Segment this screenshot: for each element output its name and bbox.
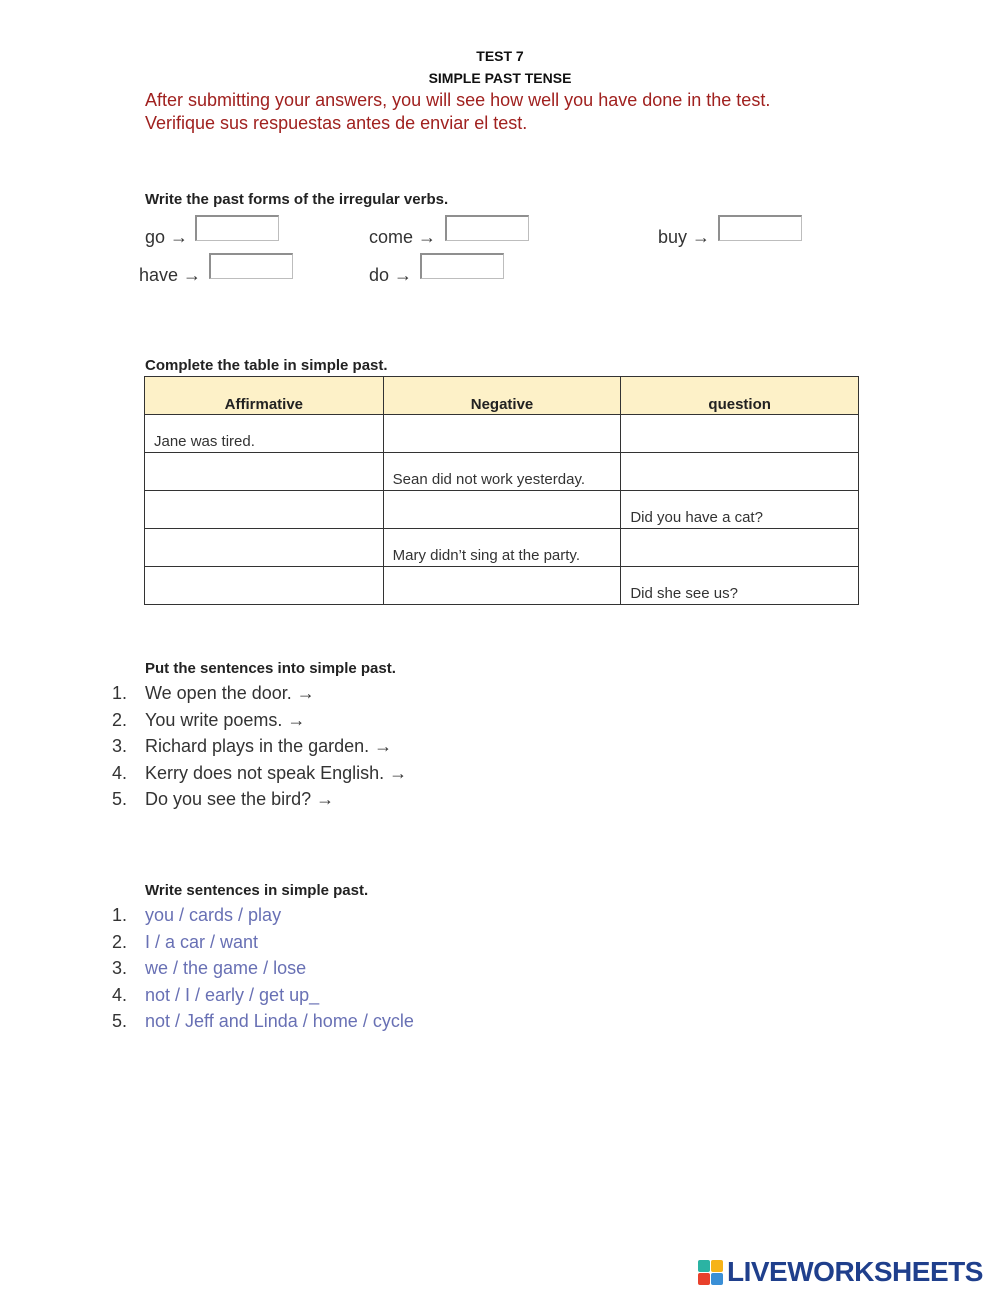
simple-past-table xyxy=(144,376,859,605)
verb-label-buy: buy → xyxy=(658,227,711,247)
notice-english: After submitting your answers, you will see how well you have done in the test. xyxy=(145,90,771,110)
write-sentences-list xyxy=(112,905,414,1038)
table-cell-input[interactable] xyxy=(145,529,384,567)
table-cell-input[interactable] xyxy=(383,567,621,605)
item-prompt: not / I / early / get up_ xyxy=(145,984,320,1005)
list-item xyxy=(112,789,407,816)
table-cell: Mary didn’t sing at the party. xyxy=(383,529,621,567)
answer-input-have[interactable] xyxy=(209,253,293,279)
column-header-negative: Negative xyxy=(383,377,621,415)
table-cell: Did she see us? xyxy=(621,567,859,605)
answer-input-do[interactable] xyxy=(420,253,504,279)
list-item xyxy=(112,710,407,737)
table-row xyxy=(145,567,859,605)
answer-input-come[interactable] xyxy=(445,215,529,241)
item-number: 3. xyxy=(112,958,128,978)
test-number: TEST 7 xyxy=(476,48,524,64)
table-cell-input[interactable] xyxy=(145,567,384,605)
column-header-question: question xyxy=(621,377,859,415)
answer-input-go[interactable] xyxy=(195,215,279,241)
table-row xyxy=(145,415,859,453)
verb-label-have: have → xyxy=(139,265,202,285)
logo-square xyxy=(711,1260,723,1272)
item-number: 4. xyxy=(112,762,128,783)
table-row xyxy=(145,453,859,491)
logo-text: LIVEWORKSHEETS xyxy=(727,1256,983,1287)
table-cell-input[interactable] xyxy=(383,415,621,453)
table-row xyxy=(145,529,859,567)
item-number: 5. xyxy=(112,789,128,809)
logo-square xyxy=(711,1273,723,1285)
list-item xyxy=(112,985,414,1012)
item-number: 3. xyxy=(112,736,128,756)
list-item xyxy=(112,1011,414,1038)
item-number: 4. xyxy=(112,984,128,1005)
table-cell-input[interactable] xyxy=(621,415,859,453)
item-number: 1. xyxy=(112,683,128,703)
logo-square xyxy=(698,1260,710,1272)
table-cell-input[interactable] xyxy=(383,491,621,529)
list-item xyxy=(112,932,414,959)
table-cell-input[interactable] xyxy=(621,529,859,567)
item-text: You write poems. → xyxy=(145,709,306,730)
item-text: Richard plays in the garden. → xyxy=(145,736,393,756)
list-item xyxy=(112,905,414,932)
write-sentences-heading: Write sentences in simple past. xyxy=(145,882,369,899)
table-cell: Sean did not work yesterday. xyxy=(383,453,621,491)
verb-label-do: do → xyxy=(369,265,413,285)
list-item xyxy=(112,683,407,710)
page-subtitle: SIMPLE PAST TENSE xyxy=(428,70,572,86)
sentences-list xyxy=(112,683,407,816)
table-cell: Jane was tired. xyxy=(145,415,384,453)
item-prompt: you / cards / play xyxy=(145,905,282,925)
item-prompt: I / a car / want xyxy=(145,931,259,952)
table-cell: Did you have a cat? xyxy=(621,491,859,529)
item-text: Do you see the bird? → xyxy=(145,789,335,809)
item-number: 1. xyxy=(112,905,128,925)
item-text: Kerry does not speak English. → xyxy=(145,762,408,783)
item-prompt: we / the game / lose xyxy=(145,958,307,978)
list-item xyxy=(112,763,407,790)
answer-input-buy[interactable] xyxy=(718,215,802,241)
item-number: 2. xyxy=(112,931,128,952)
irregular-verbs-heading: Write the past forms of the irregular verbs. xyxy=(145,191,449,208)
table-heading: Complete the table in simple past. xyxy=(145,357,388,374)
verb-label-come: come → xyxy=(369,227,437,247)
notice-spanish: Verifique sus respuestas antes de enviar el test. xyxy=(145,113,528,133)
table-cell-input[interactable] xyxy=(145,491,384,529)
liveworksheets-logo xyxy=(698,1256,983,1288)
table-header-row xyxy=(145,377,859,415)
item-text: We open the door. → xyxy=(145,683,315,703)
list-item xyxy=(112,958,414,985)
item-number: 5. xyxy=(112,1011,128,1031)
table-row xyxy=(145,491,859,529)
sentences-heading: Put the sentences into simple past. xyxy=(145,660,396,677)
item-number: 2. xyxy=(112,709,128,730)
logo-squares-icon xyxy=(698,1260,723,1285)
table-cell-input[interactable] xyxy=(145,453,384,491)
item-prompt: not / Jeff and Linda / home / cycle xyxy=(145,1011,414,1031)
table-cell-input[interactable] xyxy=(621,453,859,491)
column-header-affirmative: Affirmative xyxy=(145,377,384,415)
logo-square xyxy=(698,1273,710,1285)
list-item xyxy=(112,736,407,763)
verb-label-go: go → xyxy=(145,227,189,247)
